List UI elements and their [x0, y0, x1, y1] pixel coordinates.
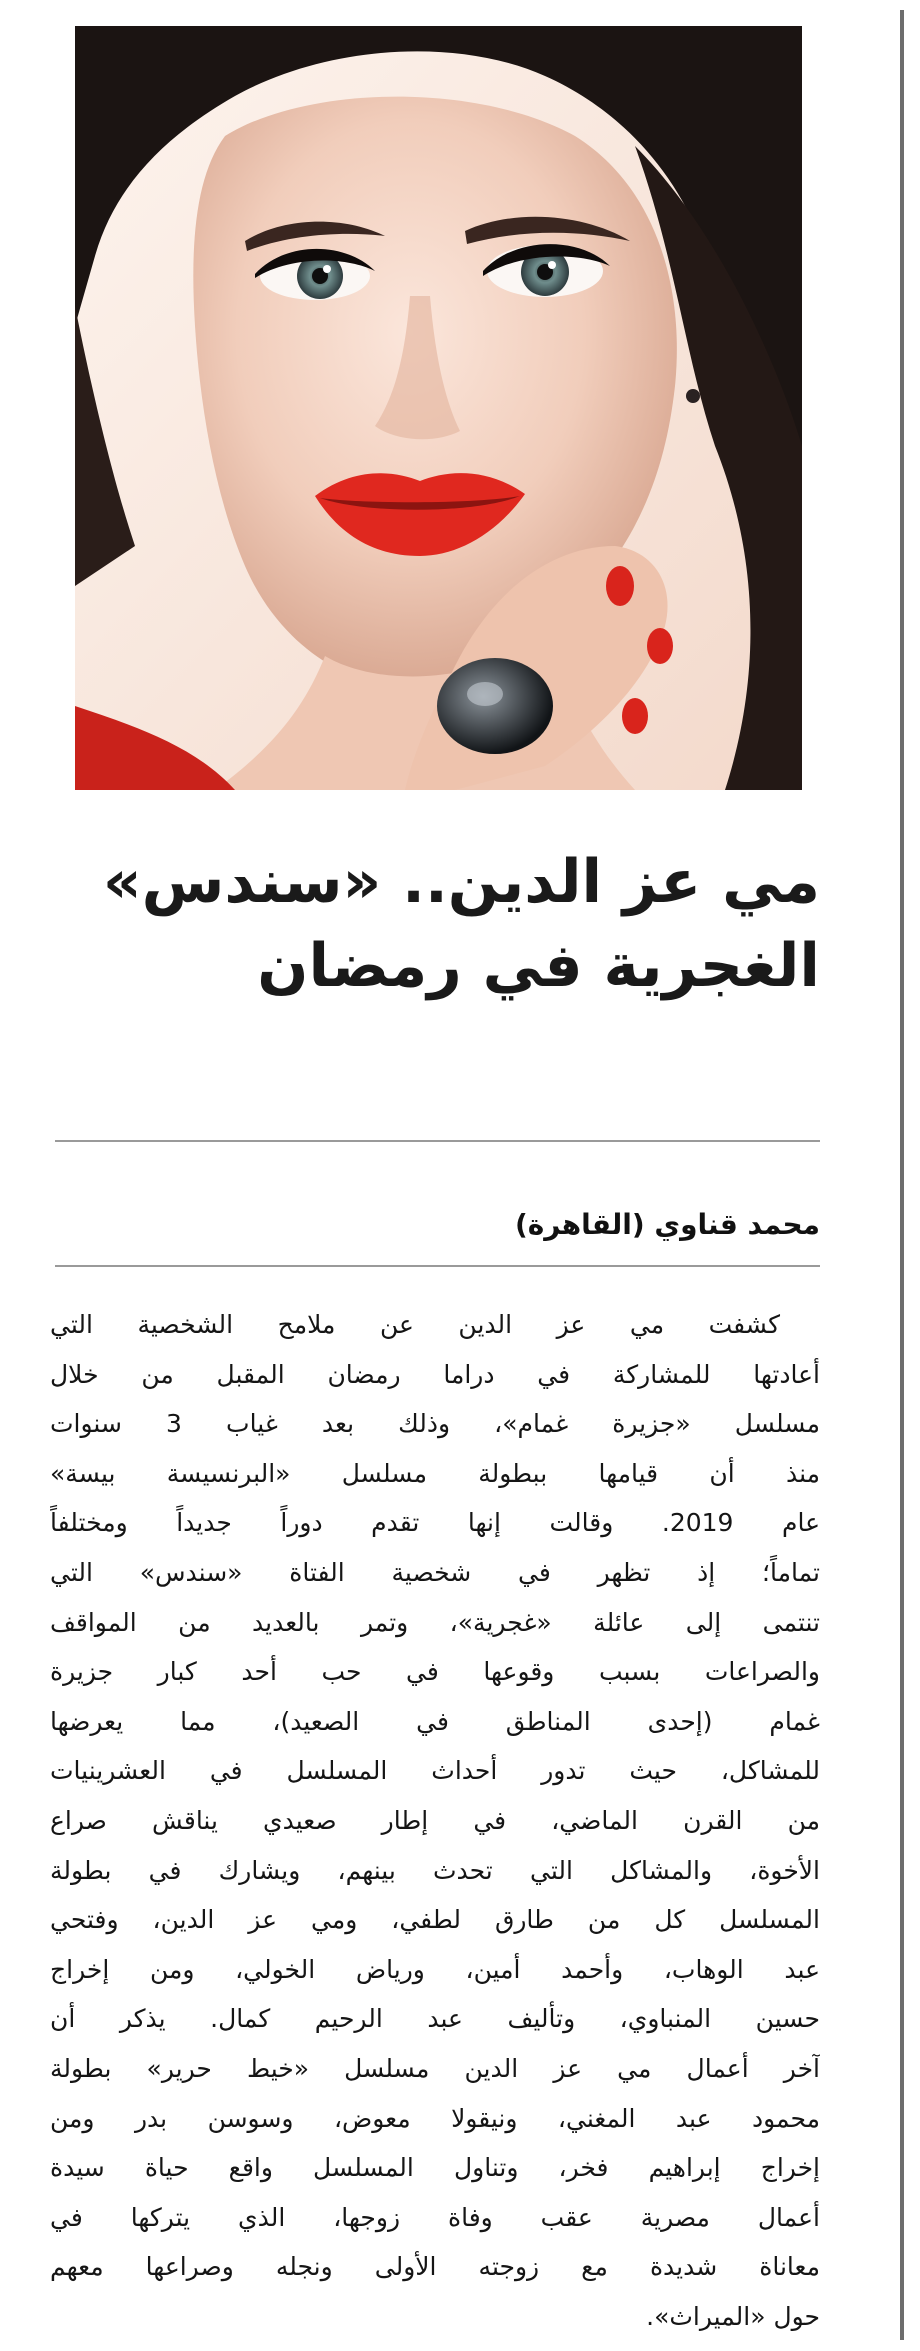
author-byline: محمد قناوي (القاهرة): [514, 1208, 820, 1241]
body-line: مسلسل «جزيرة غمام»، وذلك بعد غياب 3 سنوات: [50, 1409, 820, 1439]
body-line: الأخوة، والمشاكل التي تحدث بينهم، ويشارك في بطولة: [50, 1855, 820, 1885]
byline-top-rule: [55, 1140, 820, 1142]
body-line: حول «الميراث».: [646, 2301, 820, 2331]
body-line: والصراعات بسبب وقوعها في حب أحد كبار جزيرة: [50, 1657, 820, 1687]
body-line: معاناة شديدة مع زوجته الأولى ونجله وصراعها معهم: [50, 2252, 820, 2282]
article-body: [50, 1300, 820, 2341]
body-line: من القرن الماضي، في إطار صعيدي يناقش صراع: [50, 1805, 820, 1835]
body-line: عام 2019. وقالت إنها تقدم دوراً جديداً ومختلفاً: [50, 1508, 820, 1538]
body-line: محمود عبد المغني، ونيقولا معوض، وسوسن بدر ومن: [50, 2103, 820, 2133]
body-line: منذ أن قيامها ببطولة مسلسل «البرنسيسة بيسة»: [50, 1458, 820, 1488]
body-line: أعادتها للمشاركة في دراما رمضان المقبل من خلال: [50, 1359, 820, 1389]
portrait-photo-icon: [75, 26, 802, 790]
body-line: إخراج إبراهيم فخر، وتناول المسلسل واقع حياة سيدة: [50, 2153, 820, 2183]
body-line: عبد الوهاب، وأحمد أمين، ورياض الخولي، ومن إخراج: [50, 1954, 820, 1984]
body-line: تماماً؛ إذ تظهر في شخصية الفتاة «سندس» التي: [50, 1557, 820, 1587]
body-line: آخر أعمال مي عز الدين مسلسل «خيط حرير» بطولة: [50, 2053, 820, 2083]
headline-line-2: الغجرية في رمضان: [257, 931, 820, 1001]
article-headline: [40, 840, 820, 1008]
byline-bottom-rule: [55, 1265, 820, 1267]
body-line: كشفت مي عز الدين عن ملامح الشخصية التي: [50, 1310, 780, 1339]
body-line: حسين المنباوي، وتأليف عبد الرحيم كمال. يذكر أن: [50, 2004, 820, 2034]
body-line: غمام (إحدى المناطق في الصعيد)، مما يعرضها: [50, 1706, 820, 1736]
body-line: المسلسل كل من طارق لطفي، ومي عز الدين، وفتحي: [50, 1905, 820, 1935]
body-line: للمشاكل، حيث تدور أحداث المسلسل في العشرينيات: [50, 1756, 820, 1786]
column-divider: [900, 10, 904, 2340]
body-line: أعمال مصرية عقب وفاة زوجها، الذي يتركها في: [50, 2202, 820, 2232]
headline-line-1: مي عز الدين.. «سندس»: [102, 847, 820, 917]
article-photo: [75, 26, 802, 790]
body-line: تنتمى إلى عائلة «غجرية»، وتمر بالعديد من المواقف: [50, 1607, 820, 1637]
